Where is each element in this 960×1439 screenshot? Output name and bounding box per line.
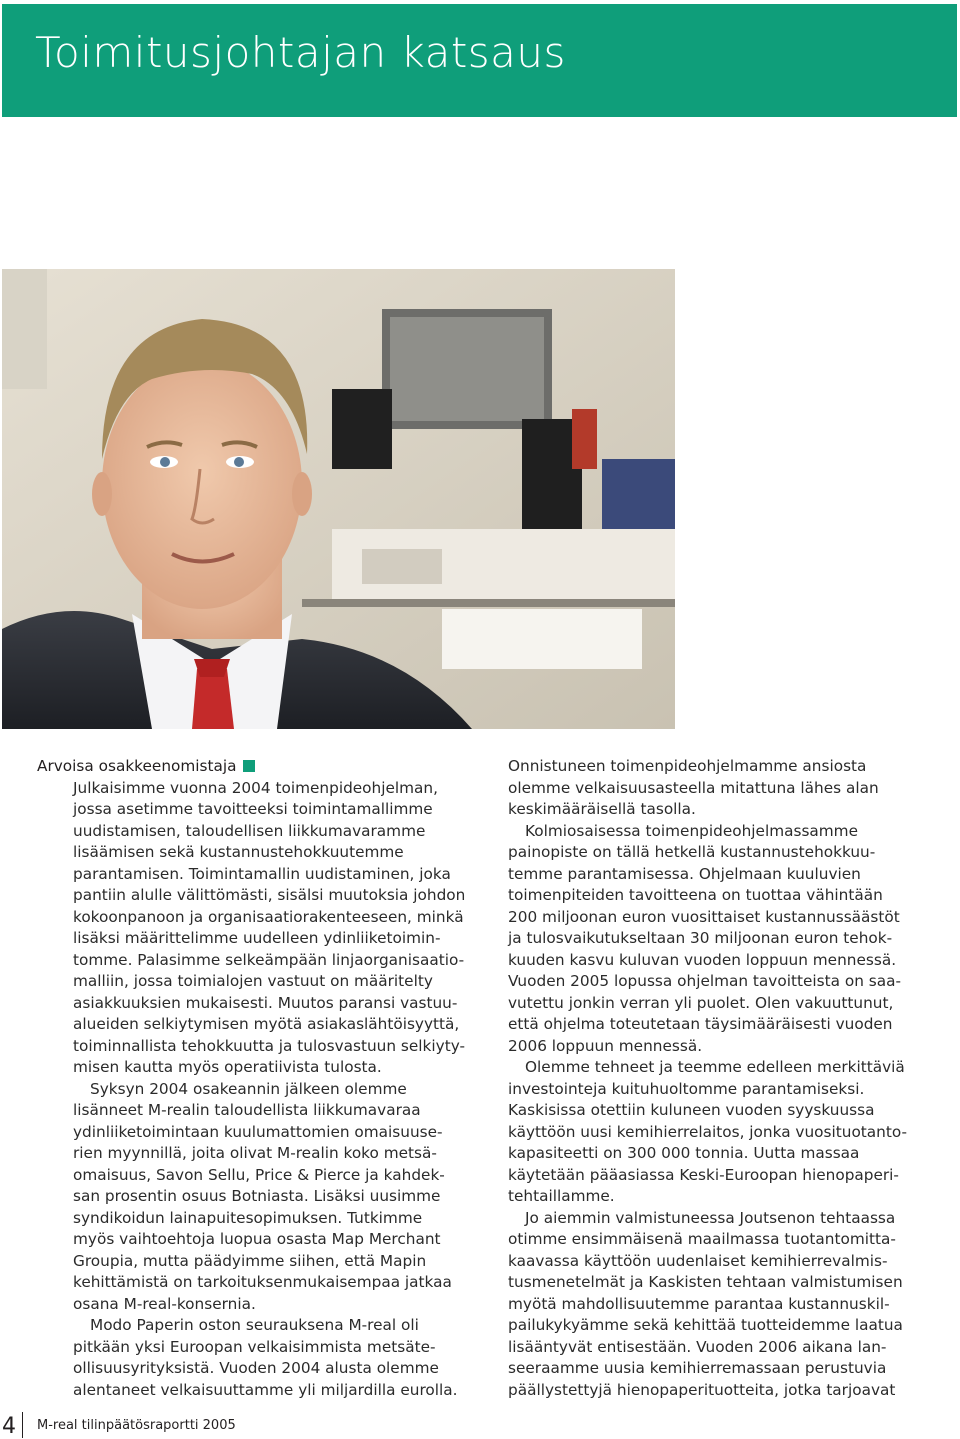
text-line: toimenpiteiden tavoitteena on tuottaa vähintään [508,886,883,904]
page-number: 4 [2,1414,16,1439]
text-line: misen kautta myös operatiivista tulosta. [73,1058,382,1076]
text-line: toiminnallista tehokkuutta ja tulosvastuun selkiyty- [73,1036,465,1055]
portrait-photo [2,269,675,729]
left-column [37,756,477,1401]
footer-divider [22,1412,23,1438]
text-line: Groupia, mutta päädyimme siihen, että Mapin [73,1251,427,1270]
report-title: M-real tilinpäätösraportti 2005 [37,1418,236,1433]
text-line [508,1057,908,1079]
text-line: 2006 loppuun mennessä. [508,1036,703,1055]
text-line: Kaskisissa otettiin kuluneen vuoden syyskuussa [508,1101,875,1119]
text-line: vutettu jonkin verran yli puolet. Olen vakuuttunut, [508,993,894,1012]
text-line: 200 miljoonan euron vuosittaiset kustannussäästöt [508,907,900,926]
green-square-icon [243,760,255,772]
text-line: kehittämistä on tarkoituksenmukaisempaa jatkaa [73,1273,452,1291]
text-line: kaavassa käyttöön uudenlaiset kemihierrevalmis- [508,1251,888,1270]
text-line: pailukykyämme sekä kehittää tuotteidemme laatua [508,1316,903,1334]
text-line: ollisuusyrityksistä. Vuoden 2004 alusta olemme [73,1359,439,1377]
text-line: painopiste on tällä hetkellä kustannustehokkuu- [508,843,876,861]
text-line: omaisuus, Savon Sellu, Price & Pierce ja kahdek- [73,1165,445,1184]
text-line: syndikoidun lainapuitesopimuksen. Tutkimme [73,1208,423,1227]
text-line: tehtaillamme. [508,1187,615,1205]
left-paragraph-1 [37,778,477,1402]
right-column [508,756,908,1401]
text-line: osana M-real-konsernia. [73,1294,256,1313]
text-line: uudistamisen, taloudellisen liikkumavaramme [73,821,426,840]
text-line: alueiden selkiytymisen myötä asiakaslähtöisyyttä, [73,1015,460,1033]
text-line: temme parantamisessa. Ohjelmaan kuuluvien [508,864,861,883]
text-line: lisänneet M-realin taloudellista liikkumavaraa [73,1101,421,1119]
text-line-content: Olemme tehneet ja teemme edelleen merkittäviä [525,1058,905,1076]
text-line: käytetään pääasiassa Keski-Euroopan hienopaperi- [508,1165,899,1184]
text-line: kuuden kasvu kuluvan vuoden loppuun mennessä. [508,950,897,969]
text-line [73,1315,477,1337]
text-line: tomme. Palasimme selkeämpään linjaorganisaatio- [73,950,465,969]
text-line: lisääntyvät entisestään. Vuoden 2006 aikana lan- [508,1337,887,1356]
text-line: käyttöön uusi kemihierrelaitos, jonka vuosituotanto- [508,1122,908,1141]
text-line-content: Kolmiosaisessa toimenpideohjelmassamme [525,821,858,840]
text-line: myös vaihtoehtoja luopua osasta Map Merchant [73,1230,441,1248]
salutation-text: Arvoisa osakkeenomistaja [37,757,237,775]
text-line: Vuoden 2005 lopussa ohjelman tavoitteista on saa- [508,972,901,990]
text-line: rien myynnillä, joita olivat M-realin koko metsä- [73,1144,437,1162]
text-line: myötä mahdollisuutemme parantaa kustannuskil- [508,1294,890,1313]
text-line [508,1208,908,1230]
text-line: seeraamme uusia kemihierremassaan perustuvia [508,1359,887,1377]
text-line: malliin, jossa toimialojen vastuut on määritelty [73,972,433,990]
text-line: jossa asetimme tavoitteeksi toimintamallimme [73,800,433,818]
text-line: investointeja kuituhuoltomme parantamiseksi. [508,1079,865,1098]
text-line: san prosentin osuus Botniasta. Lisäksi uusimme [73,1187,441,1205]
text-line: kokoonpanoon ja organisaatiorakenteeseen, minkä [73,907,464,926]
text-line: Julkaisimme vuonna 2004 toimenpideohjelman, [73,778,438,797]
page-title: Toimitusjohtajan katsaus [35,28,566,77]
text-line: pitkään yksi Euroopan velkaisimmista metsäte- [73,1337,436,1356]
text-line: keskimääräisellä tasolla. [508,800,696,818]
text-line: otimme ensimmäisenä maailmassa tuotantomitta- [508,1230,896,1248]
text-line: ja tulosvaikutukseltaan 30 miljoonan euron tehok- [508,929,893,947]
text-line: alentaneet velkaisuuttamme yli miljardilla eurolla. [73,1380,458,1399]
text-line: Onnistuneen toimenpideohjelmamme ansiosta [508,757,867,775]
text-line-content: Modo Paperin oston seurauksena M-real oli [90,1316,419,1334]
text-line [73,1079,477,1101]
text-line [508,821,908,843]
salutation [37,756,477,778]
header-banner [2,4,957,117]
text-line: tusmenetelmät ja Kaskisten tehtaan valmistumisen [508,1273,903,1291]
text-line: asiakkuuksien mukaisesti. Muutos paransi vastuu- [73,993,458,1012]
text-line: parantamisen. Toimintamallin uudistaminen, joka [73,864,451,883]
text-line: lisäämisen sekä kustannustehokkuutemme [73,843,404,861]
text-line-content: Jo aiemmin valmistuneessa Joutsenon tehtaassa [525,1208,896,1227]
text-line: lisäksi määrittelimme uudelleen ydinliiketoimin- [73,929,441,947]
text-line: että ohjelma toteutetaan täysimääräisesti vuoden [508,1015,893,1033]
text-line: pantiin alulle välittömästi, sisälsi muutoksia johdon [73,886,466,904]
text-line: päällystettyjä hienopaperituotteita, jotka tarjoavat [508,1380,896,1399]
text-line: olemme velkaisuusasteella mitattuna lähes alan [508,778,879,797]
text-line: ydinliiketoimintaan kuulumattomien omaisuuse- [73,1122,443,1141]
text-line: kapasiteetti on 300 000 tonnia. Uutta massaa [508,1144,860,1162]
text-line-content: Syksyn 2004 osakeannin jälkeen olemme [90,1079,407,1098]
